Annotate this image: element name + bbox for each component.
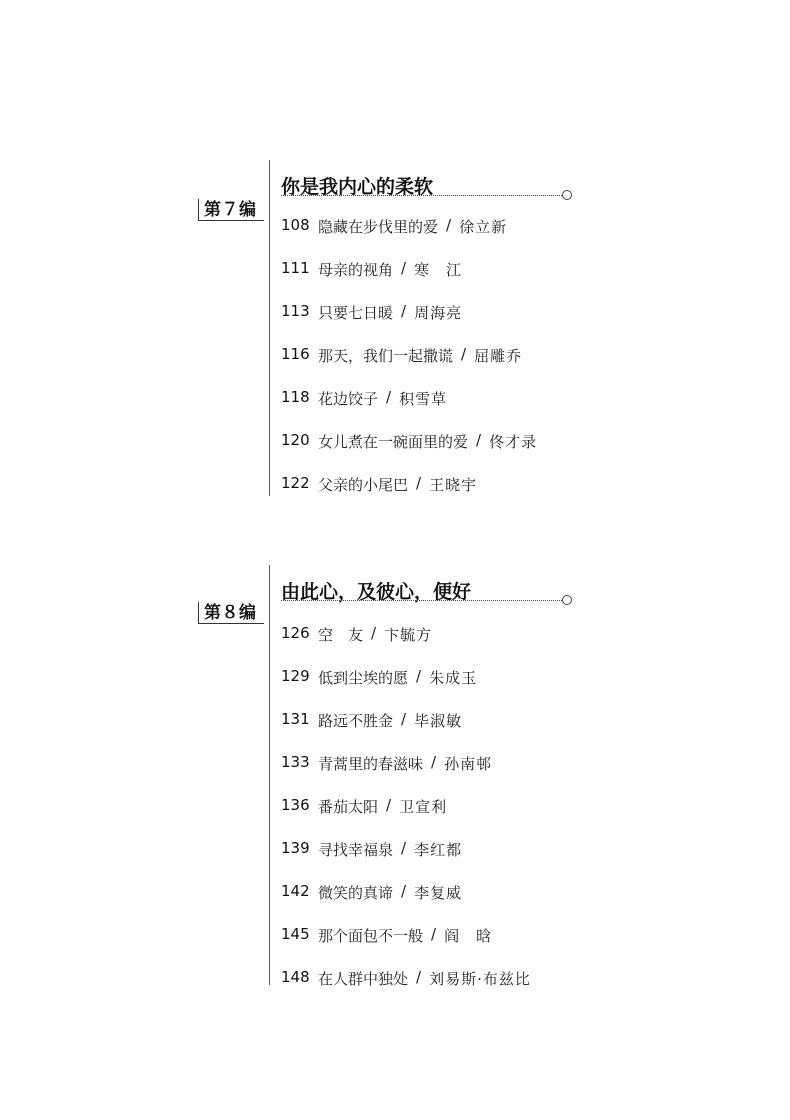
entry-author: 卞毓方 — [384, 626, 433, 644]
entry-author: 毕淑敏 — [414, 712, 463, 730]
entry-author: 阎 晗 — [444, 927, 493, 945]
dotted-rule — [281, 195, 564, 196]
separator: / — [461, 345, 467, 363]
separator: / — [401, 710, 407, 728]
separator: / — [386, 796, 392, 814]
toc-entry[interactable] — [281, 388, 537, 431]
page-number: 111 — [281, 259, 310, 277]
entry-title: 在人群中独处 — [318, 970, 409, 988]
separator: / — [476, 431, 482, 449]
page-number: 136 — [281, 796, 310, 814]
section-title: 你是我内心的柔软 — [281, 176, 434, 198]
toc-entry[interactable] — [281, 925, 531, 968]
page-number: 118 — [281, 388, 310, 406]
page-number: 108 — [281, 216, 310, 234]
entry-title: 微笑的真谛 — [318, 884, 394, 902]
entry-author: 李复威 — [414, 884, 463, 902]
entry-title: 花边饺子 — [318, 390, 379, 408]
separator: / — [386, 388, 392, 406]
rule-end-ornament — [562, 595, 572, 605]
page-number: 129 — [281, 667, 310, 685]
part-label: 第７编 — [198, 199, 264, 221]
entry-author: 李红都 — [414, 841, 463, 859]
separator: / — [401, 302, 407, 320]
page-number: 139 — [281, 839, 310, 857]
page-number: 120 — [281, 431, 310, 449]
toc-entry[interactable] — [281, 259, 537, 302]
entry-author: 孙南邨 — [444, 755, 493, 773]
separator: / — [371, 624, 377, 642]
toc-entry[interactable] — [281, 968, 531, 1011]
entry-title: 父亲的小尾巴 — [318, 476, 409, 494]
entry-author: 王晓宇 — [429, 476, 478, 494]
entry-author: 寒 江 — [414, 261, 463, 279]
entry-title: 那个面包不一般 — [318, 927, 424, 945]
separator: / — [401, 259, 407, 277]
entry-title: 女儿煮在一碗面里的爱 — [318, 433, 469, 451]
entry-title: 空 友 — [318, 626, 364, 644]
entry-title: 只要七日暖 — [318, 304, 394, 322]
part-label: 第８编 — [198, 602, 264, 624]
entry-title: 低到尘埃的愿 — [318, 669, 409, 687]
toc-entry[interactable] — [281, 796, 531, 839]
entry-title: 母亲的视角 — [318, 261, 394, 279]
entry-title: 寻找幸福泉 — [318, 841, 394, 859]
toc-entry[interactable] — [281, 710, 531, 753]
separator: / — [401, 839, 407, 857]
page-number: 131 — [281, 710, 310, 728]
entry-author: 刘易斯·布兹比 — [429, 970, 531, 988]
page-number: 126 — [281, 624, 310, 642]
page-number: 113 — [281, 302, 310, 320]
entry-title: 路远不胜金 — [318, 712, 394, 730]
toc-entry[interactable] — [281, 302, 537, 345]
separator: / — [431, 925, 437, 943]
page-number: 142 — [281, 882, 310, 900]
toc-entry[interactable] — [281, 882, 531, 925]
toc-entry[interactable] — [281, 753, 531, 796]
separator: / — [446, 216, 452, 234]
rule-end-ornament — [562, 190, 572, 200]
separator: / — [401, 882, 407, 900]
dotted-rule — [281, 600, 564, 601]
entry-title: 隐藏在步伐里的爱 — [318, 218, 439, 236]
separator: / — [416, 667, 422, 685]
page-number: 145 — [281, 925, 310, 943]
entry-author: 徐立新 — [459, 218, 508, 236]
page-number: 133 — [281, 753, 310, 771]
separator: / — [416, 474, 422, 492]
page-number: 148 — [281, 968, 310, 986]
entry-author: 卫宣利 — [399, 798, 448, 816]
toc-entry[interactable] — [281, 624, 531, 667]
separator: / — [431, 753, 437, 771]
entry-title: 番茄太阳 — [318, 798, 379, 816]
page-number: 122 — [281, 474, 310, 492]
entry-author: 朱成玉 — [429, 669, 478, 687]
toc-entry[interactable] — [281, 216, 537, 259]
toc-entry[interactable] — [281, 345, 537, 388]
entry-author: 佟才录 — [489, 433, 538, 451]
separator: / — [416, 968, 422, 986]
entry-author: 屈雕乔 — [474, 347, 523, 365]
page-number: 116 — [281, 345, 310, 363]
entry-title: 青蒿里的春滋味 — [318, 755, 424, 773]
entry-author: 周海亮 — [414, 304, 463, 322]
section-title: 由此心，及彼心，便好 — [281, 581, 472, 603]
toc-entries — [281, 216, 537, 517]
toc-entry[interactable] — [281, 667, 531, 710]
toc-entry[interactable] — [281, 431, 537, 474]
toc-entry[interactable] — [281, 839, 531, 882]
entry-title: 那天，我们一起撒谎 — [318, 347, 454, 365]
toc-entries — [281, 624, 531, 1011]
section-divider-line — [269, 160, 270, 496]
entry-author: 积雪草 — [399, 390, 448, 408]
section-divider-line — [269, 565, 270, 985]
toc-entry[interactable] — [281, 474, 537, 517]
